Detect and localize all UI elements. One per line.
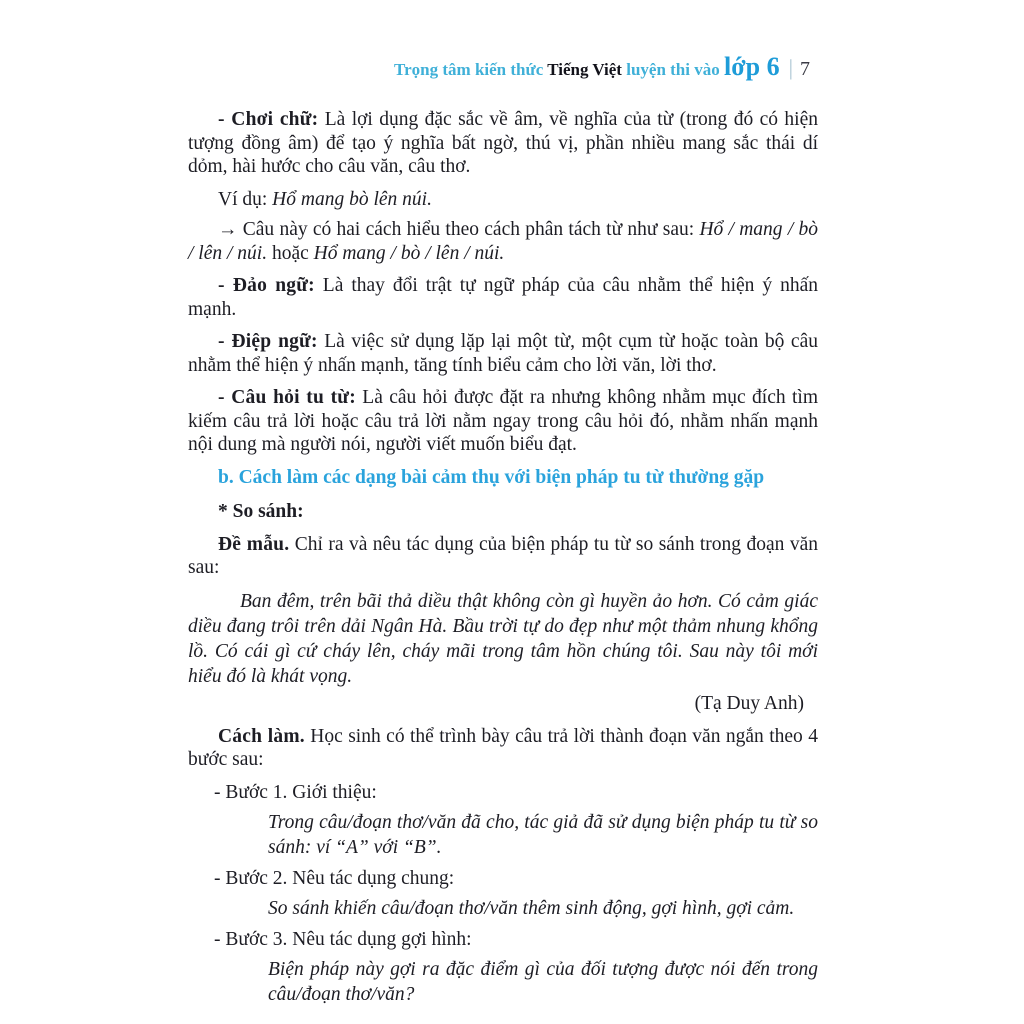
- paragraph-phan-tach: [188, 218, 818, 265]
- phan-tach-intro: → Câu này có hai cách hiểu theo cách phân tách từ như sau:: [218, 219, 700, 240]
- running-head: [188, 52, 818, 86]
- quote-author: (Tạ Duy Anh): [694, 692, 804, 714]
- definition-diep-ngu: Là việc sử dụng lặp lại một từ, một cụm từ hoặc toàn bộ câu nhằm thể hiện ý nhấn mạnh, tăng tính biểu cảm cho lời văn, lời thơ.: [188, 331, 818, 376]
- definition-choi-chu: Là lợi dụng đặc sắc về âm, về nghĩa của từ (trong đó có hiện tượng đồng âm) để tạo ý nghĩa bất ngờ, thú vị, phần nhiều mang sắc thái dí dỏm, hài hước cho câu văn, câu thơ.: [188, 109, 818, 177]
- definition-cau-hoi-tu-tu: Là câu hỏi được đặt ra nhưng không nhằm mục đích tìm kiếm câu trả lời hoặc câu trả lời nằm ngay trong câu hỏi đó, nhằm nhấn mạnh nội dung mà người nói, người viết muốn biểu đạt.: [188, 387, 819, 455]
- vi-du-label: Ví dụ:: [218, 188, 273, 210]
- de-mau-label: Đề mẫu.: [218, 533, 290, 555]
- section-heading-b: b. Cách làm các dạng bài cảm thụ với biện pháp tu từ thường gặp: [218, 466, 765, 488]
- phan-tach-variant-2: Hổ mang / bò / lên / núi.: [313, 242, 505, 264]
- step-1-label: - Bước 1. Giới thiệu:: [214, 781, 377, 803]
- vi-du-example: Hổ mang bò lên núi.: [272, 188, 432, 210]
- running-head-light-1: Trọng tâm kiến thức: [394, 60, 548, 79]
- running-head-separator: |: [788, 55, 793, 80]
- page-number: 7: [800, 58, 810, 80]
- running-head-series-title: Tiếng Việt: [547, 60, 627, 79]
- term-choi-chu: - Chơi chữ:: [218, 109, 319, 130]
- phan-tach-variant-1: Hổ / mang / bò / lên / núi.: [188, 219, 818, 264]
- term-cau-hoi-tu-tu: - Câu hỏi tu từ:: [218, 387, 356, 408]
- cach-lam-text: Học sinh có thể trình bày câu trả lời thành đoạn văn ngắn theo 4 bước sau:: [188, 725, 818, 770]
- step-3-label: - Bước 3. Nêu tác dụng gợi hình:: [214, 928, 472, 950]
- definition-dao-ngu: Là thay đổi trật tự ngữ pháp của câu nhằm thể hiện ý nhấn mạnh.: [188, 275, 818, 320]
- paragraph-cach-lam: [188, 725, 818, 772]
- page-content: [188, 52, 818, 1014]
- step-3-detail: Biện pháp này gợi ra đặc điểm gì của đối tượng được nói đến trong câu/đoạn thơ/văn?: [268, 958, 818, 1005]
- quoted-passage: Ban đêm, trên bãi thả diều thật không còn gì huyền ảo hơn. Có cảm giác diều đang trôi trên dải Ngân Hà. Bầu trời tự do đẹp như một thảm nhung khổng lồ. Có cái gì cứ cháy lên, cháy mãi trong tâm hồn chúng tôi. Sau này tôi mới hiểu đó là khát vọng.: [188, 590, 818, 687]
- cach-lam-label: Cách làm.: [218, 725, 305, 747]
- step-2-label: - Bước 2. Nêu tác dụng chung:: [214, 867, 455, 889]
- step-2-detail: So sánh khiến câu/đoạn thơ/văn thêm sinh động, gợi hình, gợi cảm.: [268, 897, 795, 919]
- paragraph-cau-hoi-tu-tu: [188, 386, 818, 457]
- phan-tach-hoac: hoặc: [267, 242, 314, 264]
- term-diep-ngu: - Điệp ngữ:: [218, 331, 318, 352]
- paragraph-vi-du: [188, 188, 818, 212]
- paragraph-diep-ngu: [188, 330, 818, 377]
- de-mau-text: Chỉ ra và nêu tác dụng của biện pháp tu từ so sánh trong đoạn văn sau:: [188, 533, 818, 578]
- paragraph-de-mau: [188, 533, 818, 580]
- running-head-light-2: luyện thi vào: [626, 60, 724, 79]
- paragraph-dao-ngu: [188, 274, 818, 321]
- running-head-brand: lớp 6: [724, 52, 780, 81]
- term-dao-ngu: - Đảo ngữ:: [218, 275, 315, 296]
- paragraph-choi-chu: [188, 108, 818, 179]
- subsection-so-sanh: * So sánh:: [218, 500, 304, 522]
- step-1-detail: Trong câu/đoạn thơ/văn đã cho, tác giả đã sử dụng biện pháp tu từ so sánh: ví “A” với “B”.: [268, 811, 818, 858]
